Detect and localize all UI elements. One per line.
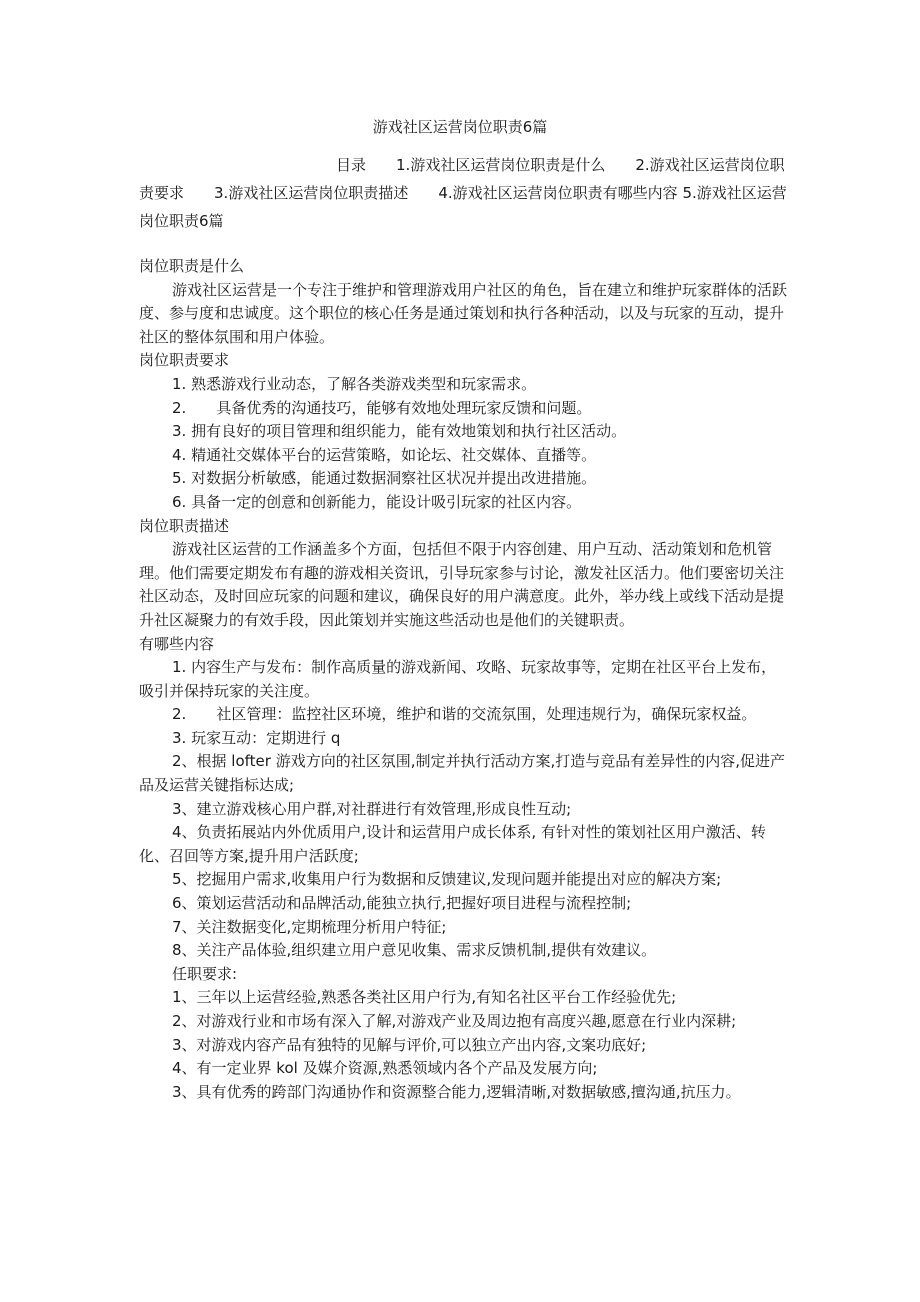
list-item: 4. 精通社交媒体平台的运营策略，如论坛、社交媒体、直播等。: [172, 445, 597, 464]
requirement-line: 2、对游戏行业和市场有深入了解,对游戏产业及周边抱有高度兴趣,愿意在行业内深耕;: [172, 1012, 737, 1030]
list-item: 3. 玩家互动：定期进行 q: [172, 728, 341, 747]
duty-line: 2、根据 lofter 游戏方向的社区氛围,制定并执行活动方案,打造与竞品有差异性的内容,促进产品及运营关键指标达成;: [139, 752, 786, 795]
toc-item[interactable]: 3.游戏社区运营岗位职责描述: [214, 184, 409, 202]
duty-line: 8、关注产品体验,组织建立用户意见收集、需求反馈机制,提供有效建议。: [172, 941, 657, 960]
requirement-line: 1、三年以上运营经验,熟悉各类社区用户行为,有知名社区平台工作经验优先;: [172, 988, 677, 1007]
list-item: 1. 内容生产与发布：制作高质量的游戏新闻、攻略、玩家故事等，定期在社区平台上发布，吸引并保持玩家的关注度。: [139, 658, 777, 700]
section-heading: 岗位职责描述: [139, 516, 230, 535]
toc-item[interactable]: 2.游戏社区运营岗位职责要求: [139, 156, 785, 202]
section-heading: 岗位职责要求: [139, 351, 230, 370]
toc-label: 目录: [336, 156, 367, 174]
list-number: 2.: [172, 398, 187, 417]
table-of-contents: [139, 151, 789, 235]
toc-item[interactable]: 1.游戏社区运营岗位职责是什么: [396, 156, 606, 174]
list-text: 具备优秀的沟通技巧，能够有效地处理玩家反馈和问题。: [216, 398, 592, 417]
document-title: 游戏社区运营岗位职责6篇: [372, 118, 548, 136]
duty-line: 5、挖掘用户需求,收集用户行为数据和反馈建议,发现问题并能提出对应的解决方案;: [172, 870, 722, 889]
list-item: [139, 703, 789, 727]
duty-line: 6、策划运营活动和品牌活动,能独立执行,把握好项目进程与流程控制;: [172, 894, 632, 913]
toc-item[interactable]: 4.游戏社区运营岗位职责有哪些内容: [438, 184, 678, 202]
paragraph: 游戏社区运营的工作涵盖多个方面，包括但不限于内容创建、用户互动、活动策划和危机管理。他们需要定期发布有趣的游戏相关资讯，引导玩家参与讨论，激发社区活力。他们要密切关注社区动态，及时回应玩家的问题和建议，确保良好的用户满意度。此外，举办线上或线下活动是提升社区凝聚力的有效手段，因此策划并实施这些活动也是他们的关键职责。: [139, 540, 785, 629]
requirement-line: 3、具有优秀的跨部门沟通协作和资源整合能力,逻辑清晰,对数据敏感,擅沟通,抗压力。: [172, 1082, 741, 1101]
list-item: 6. 具备一定的创意和创新能力，能设计吸引玩家的社区内容。: [172, 492, 582, 511]
requirements-heading: 任职要求:: [172, 964, 238, 983]
list-item: 1. 熟悉游戏行业动态，了解各类游戏类型和玩家需求。: [172, 374, 537, 393]
duty-line: 4、负责拓展站内外优质用户,设计和运营用户成长体系, 有针对性的策划社区用户激活、转化、召回等方案,提升用户活跃度;: [139, 823, 766, 865]
paragraph: 游戏社区运营是一个专注于维护和管理游戏用户社区的角色，旨在建立和维护玩家群体的活跃度、参与度和忠诚度。这个职位的核心任务是通过策划和执行各种活动，以及与玩家的互动，提升社区的整体氛围和用户体验。: [139, 280, 788, 346]
list-item: [139, 397, 789, 421]
duty-line: 7、关注数据变化,定期梳理分析用户特征;: [172, 917, 447, 936]
list-number: 2.: [172, 705, 187, 724]
section-heading: 有哪些内容: [139, 634, 215, 653]
requirement-line: 4、有一定业界 kol 及媒介资源,熟悉领域内各个产品及发展方向;: [172, 1059, 598, 1078]
requirement-line: 3、对游戏内容产品有独特的见解与评价,可以独立产出内容,文案功底好;: [172, 1035, 647, 1054]
duty-line: 3、建立游戏核心用户群,对社群进行有效管理,形成良性互动;: [172, 799, 572, 818]
list-item: 3. 拥有良好的项目管理和组织能力，能有效地策划和执行社区活动。: [172, 422, 627, 441]
list-item: 5. 对数据分析敏感，能通过数据洞察社区状况并提出改进措施。: [172, 469, 597, 488]
list-text: 社区管理：监控社区环境，维护和谐的交流氛围，处理违规行为，确保玩家权益。: [216, 705, 757, 724]
section-heading: 岗位职责是什么: [139, 257, 245, 275]
toc-item[interactable]: 5.游戏社区运营岗位职责6篇: [139, 184, 787, 230]
document-body: [139, 255, 789, 1104]
